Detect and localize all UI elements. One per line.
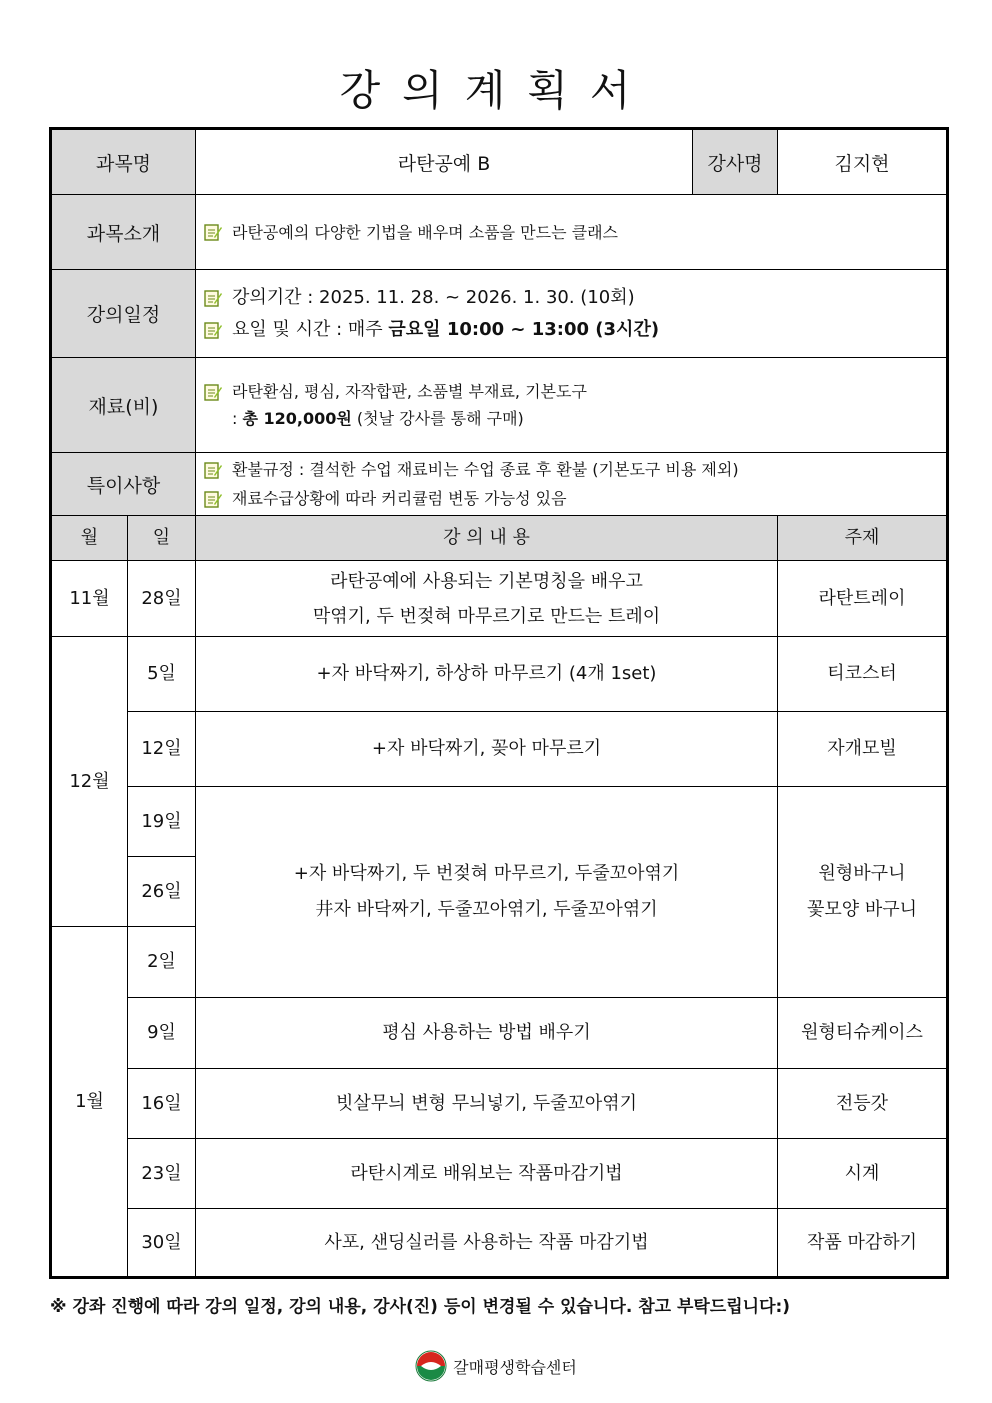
topic-line: 꽃모양 바구니: [806, 899, 918, 920]
table-row: [51, 1139, 948, 1209]
topic-cell: 작품 마감하기: [778, 1209, 948, 1278]
memo-icon: [204, 321, 222, 339]
content-header: 강 의 내 용: [196, 516, 778, 561]
intro-label: 과목소개: [51, 195, 196, 270]
day-cell: 26일: [128, 857, 196, 927]
materials-cost: 총 120,000원: [242, 409, 352, 428]
content-cell: 평심 사용하는 방법 배우기: [196, 998, 778, 1069]
instructor-name: 김지현: [778, 129, 948, 195]
content-line: 라탄공예에 사용되는 기본명칭을 배우고: [330, 570, 643, 592]
day-cell: 16일: [128, 1069, 196, 1139]
content-line: +자 바닥짜기, 두 번젖혀 마무르기, 두줄꼬아엮기: [293, 863, 680, 884]
memo-icon: [204, 383, 222, 401]
memo-icon: [204, 289, 222, 307]
content-cell: +자 바닥짜기, 하상하 마무르기 (4개 1set): [196, 637, 778, 712]
month-cell: 11월: [51, 561, 128, 637]
topic-cell: 라탄트레이: [778, 561, 948, 637]
day-cell: 23일: [128, 1139, 196, 1209]
document-title: 강의계획서: [339, 66, 653, 115]
topic-cell: 티코스터: [778, 637, 948, 712]
subject-label: 과목명: [51, 129, 196, 195]
schedule-time: 금요일 10:00 ~ 13:00 (3시간): [388, 318, 660, 340]
materials-label: 재료(비): [51, 358, 196, 453]
curriculum-change-note: 재료수급상황에 따라 커리큘럼 변동 가능성 있음: [232, 489, 567, 508]
topic-cell: 자개모빌: [778, 712, 948, 787]
notes-label: 특이사항: [51, 453, 196, 516]
memo-icon: [204, 490, 222, 508]
topic-line: 원형바구니: [818, 863, 906, 884]
table-row: [51, 712, 948, 787]
subject-name: 라탄공예 B: [397, 152, 491, 175]
day-cell: 2일: [128, 927, 196, 998]
month-cell: 12월: [51, 637, 128, 927]
table-row: [51, 1069, 948, 1139]
day-cell: 28일: [128, 561, 196, 637]
month-cell: 1월: [51, 927, 128, 1278]
day-cell: 30일: [128, 1209, 196, 1278]
month-header: 월: [51, 516, 128, 561]
instructor-label: 강사명: [693, 129, 778, 195]
schedule-label: 강의일정: [51, 270, 196, 358]
schedule-period: 강의기간 : 2025. 11. 28. ~ 2026. 1. 30. (10회): [232, 286, 635, 308]
materials-prefix: :: [232, 409, 243, 428]
table-row: [51, 561, 948, 637]
content-line: 井자 바닥짜기, 두줄꼬아엮기, 두줄꼬아엮기: [315, 899, 658, 920]
content-cell: +자 바닥짜기, 꽂아 마무르기: [196, 712, 778, 787]
day-cell: 5일: [128, 637, 196, 712]
materials-purchase-note: (첫날 강사를 통해 구매): [351, 409, 524, 428]
memo-icon: [204, 461, 222, 479]
topic-cell: 전등갓: [778, 1069, 948, 1139]
table-row: [51, 637, 948, 712]
content-cell: 사포, 샌딩실러를 사용하는 작품 마감기법: [196, 1209, 778, 1278]
topic-cell: 원형티슈케이스: [778, 998, 948, 1069]
footnote: ※ 강좌 진행에 따라 강의 일정, 강의 내용, 강사(진) 등이 변경될 수 있습니다. 참고 부탁드립니다:): [50, 1297, 791, 1317]
content-cell: 빗살무늬 변형 무늬넣기, 두줄꼬아엮기: [196, 1069, 778, 1139]
topic-cell: 시계: [778, 1139, 948, 1209]
table-row: [51, 787, 948, 857]
refund-policy: 환불규정 : 결석한 수업 재료비는 수업 종료 후 환불 (기본도구 비용 제외): [232, 460, 739, 479]
center-logo-icon: [415, 1350, 447, 1382]
table-row: [51, 998, 948, 1069]
day-cell: 9일: [128, 998, 196, 1069]
content-cell: 라탄시계로 배워보는 작품마감기법: [196, 1139, 778, 1209]
intro-text: 라탄공예의 다양한 기법을 배우며 소품을 만드는 클래스: [232, 222, 619, 242]
schedule-time-prefix: 요일 및 시간 : 매주: [232, 318, 383, 340]
footer: [0, 1350, 992, 1382]
table-row: [51, 1209, 948, 1278]
materials-list: 라탄환심, 평심, 자작합판, 소품별 부재료, 기본도구: [232, 382, 587, 401]
day-header: 일: [128, 516, 196, 561]
day-cell: 12일: [128, 712, 196, 787]
content-line: 막엮기, 두 번젖혀 마무르기로 만드는 트레이: [312, 605, 661, 627]
memo-icon: [204, 223, 222, 241]
topic-header: 주제: [778, 516, 948, 561]
lecture-plan-table: [49, 127, 949, 1279]
day-cell: 19일: [128, 787, 196, 857]
org-name: 갈매평생학습센터: [453, 1357, 577, 1377]
